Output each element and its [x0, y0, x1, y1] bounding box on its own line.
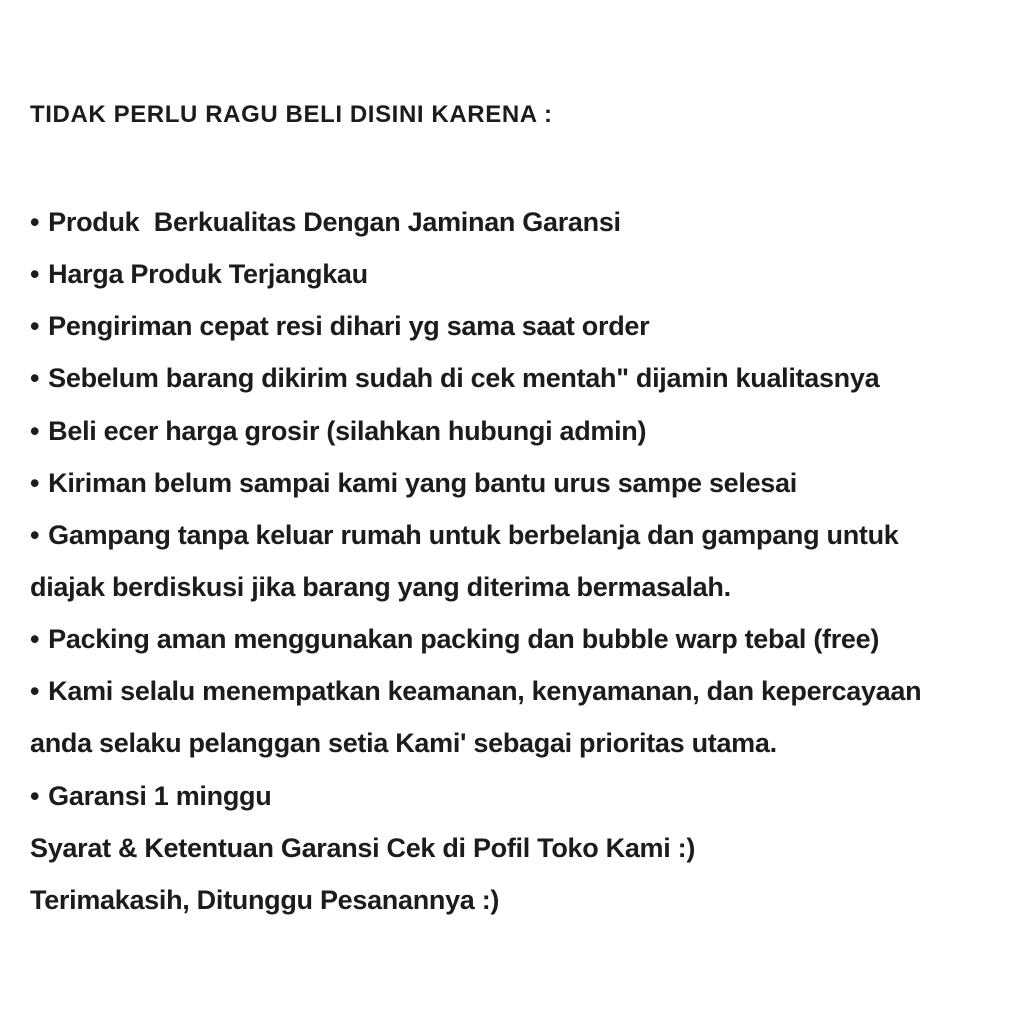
page-title: TIDAK PERLU RAGU BELI DISINI KARENA :	[30, 101, 553, 128]
list-line-text: Sebelum barang dikirim sudah di cek mentah" dijamin kualitasnya	[48, 363, 880, 394]
list-line-text: Kami selalu menempatkan keamanan, kenyamanan, dan kepercayaan	[48, 676, 922, 707]
list-line-text: Beli ecer harga grosir (silahkan hubungi admin)	[48, 415, 647, 446]
bullet-glyph: •	[30, 519, 40, 550]
list-line-text: Kiriman belum sampai kami yang bantu urus sampe selesai	[48, 467, 797, 498]
list-line-text: Garansi 1 minggu	[48, 780, 272, 811]
list-line	[30, 561, 1004, 613]
list-line	[30, 405, 1004, 457]
bullet-glyph: •	[30, 624, 40, 655]
bullet-glyph: •	[30, 676, 40, 707]
bullet-glyph: •	[30, 207, 40, 237]
list-line-text: diajak berdiskusi jika barang yang diterima bermasalah.	[30, 571, 731, 602]
bullet-glyph: •	[30, 311, 40, 342]
list-line	[30, 300, 1004, 352]
list-line-text: Packing aman menggunakan packing dan bubble warp tebal (free)	[48, 624, 880, 655]
bullet-glyph: •	[30, 259, 40, 290]
list-line	[30, 874, 1004, 926]
bullet-glyph: •	[30, 363, 40, 394]
list-line	[30, 509, 1004, 561]
list-line	[30, 822, 1004, 874]
list-line	[30, 770, 1004, 822]
list-line	[30, 613, 1004, 665]
list-line	[30, 196, 1004, 248]
list-line	[30, 457, 1004, 509]
list-line	[30, 717, 1004, 769]
list-line-text: Produk Berkualitas Dengan Jaminan Garansi	[48, 207, 621, 237]
bullet-glyph: •	[30, 415, 40, 446]
list-line	[30, 352, 1004, 404]
bullet-glyph: •	[30, 467, 40, 498]
list-line-text: anda selaku pelanggan setia Kami' sebagai prioritas utama.	[30, 728, 777, 759]
list-line-text: Pengiriman cepat resi dihari yg sama saat order	[48, 311, 650, 342]
list-line-text: Harga Produk Terjangkau	[48, 259, 368, 290]
list-line	[30, 248, 1004, 300]
benefits-list	[30, 196, 1004, 926]
list-line-text: Terimakasih, Ditunggu Pesanannya :)	[30, 884, 500, 915]
list-line	[30, 665, 1004, 717]
bullet-glyph: •	[30, 780, 40, 811]
list-line-text: Syarat & Ketentuan Garansi Cek di Pofil Toko Kami :)	[30, 832, 696, 863]
list-line-text: Gampang tanpa keluar rumah untuk berbelanja dan gampang untuk	[48, 519, 899, 550]
